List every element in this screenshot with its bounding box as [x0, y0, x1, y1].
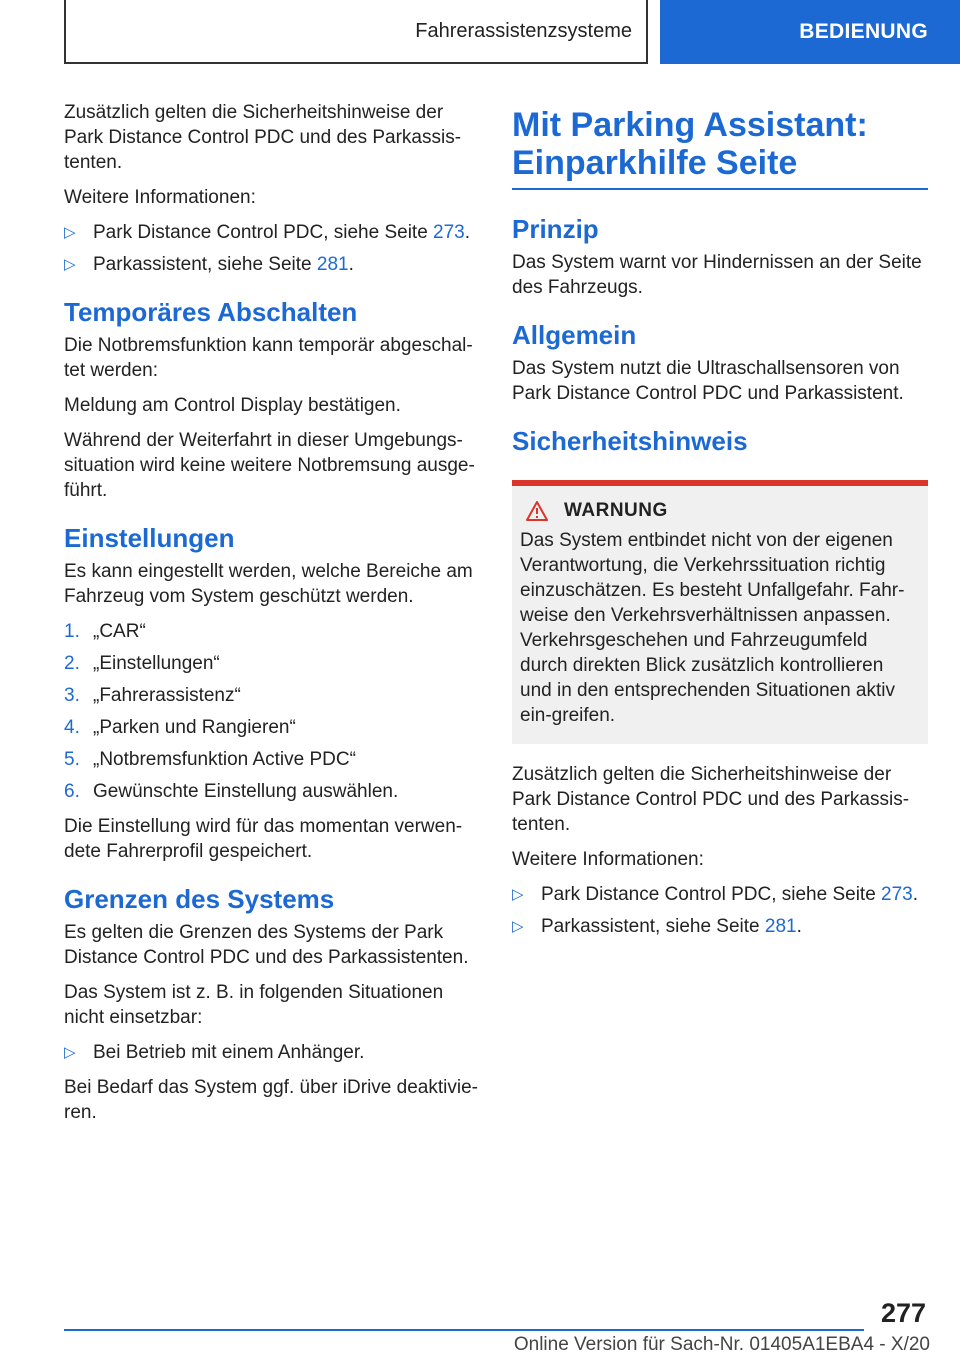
- footer-divider: [64, 1329, 864, 1331]
- header-section: [64, 0, 648, 64]
- footer-online-version: Online Version für Sach-Nr. 01405A1EBA4 - X/20: [513, 1334, 930, 1355]
- step-number: 1.: [64, 621, 80, 642]
- step-number: 3.: [64, 685, 80, 706]
- temporary-off-paragraph-3: Während der Weiterfahrt in dieser Umgebungs-situation wird keine weitere Notbremsung ausge-führt.: [64, 430, 475, 501]
- step-text: „Parken und Rangieren“: [93, 717, 296, 738]
- list-item: ▷ Park Distance Control PDC, siehe Seite 273.: [64, 222, 471, 243]
- step-item: [64, 651, 482, 676]
- info-heading: Weitere Informationen:: [64, 187, 256, 208]
- triangle-right-icon: ▷: [64, 256, 76, 273]
- step-text: „CAR“: [93, 621, 146, 642]
- step-item: [64, 715, 482, 740]
- chapter-title: BEDIENUNG: [799, 20, 928, 43]
- list-item: ▷ Park Distance Control PDC, siehe Seite 273.: [512, 884, 919, 905]
- triangle-right-icon: ▷: [64, 1044, 76, 1061]
- limits-heading: Grenzen des Systems: [64, 884, 335, 914]
- step-text: „Einstellungen“: [93, 653, 220, 674]
- general-heading: Allgemein: [512, 320, 637, 350]
- step-item: [64, 683, 482, 708]
- warning-label: WARNUNG: [564, 500, 668, 521]
- list-item: ▷ Parkassistent, siehe Seite 281.: [64, 254, 354, 275]
- extra-info-list: [512, 882, 928, 939]
- temporary-off-paragraph-1: Die Notbremsfunktion kann temporär abgeschal-tet werden:: [64, 335, 473, 381]
- triangle-right-icon: ▷: [64, 224, 76, 241]
- limits-paragraph-2: Das System ist z. B. in folgenden Situationen nicht einsetzbar:: [64, 982, 444, 1028]
- settings-heading: Einstellungen: [64, 523, 235, 553]
- step-number: 2.: [64, 653, 80, 674]
- settings-steps: [64, 619, 482, 804]
- step-number: 4.: [64, 717, 80, 738]
- page-link-273[interactable]: 273: [433, 222, 465, 243]
- step-text: Gewünschte Einstellung auswählen.: [93, 781, 399, 802]
- left-column: [64, 100, 482, 1135]
- page-link-273[interactable]: 273: [881, 884, 913, 905]
- limits-paragraph-3: Bei Bedarf das System ggf. über iDrive deaktivie-ren.: [64, 1077, 478, 1123]
- main-title: Mit Parking Assistant: Einparkhilfe Seite: [512, 106, 868, 182]
- principle-paragraph: Das System warnt vor Hindernissen an der Seite des Fahrzeugs.: [512, 252, 922, 298]
- triangle-right-icon: ▷: [512, 918, 524, 935]
- section-title: Fahrerassistenzsysteme: [415, 19, 632, 42]
- main-title-block: [512, 106, 928, 190]
- page-link-281[interactable]: 281: [764, 916, 797, 937]
- settings-paragraph-1: Es kann eingestellt werden, welche Bereiche am Fahrzeug vom System geschützt werden.: [64, 561, 473, 607]
- list-item: ▷ Bei Betrieb mit einem Anhänger.: [64, 1042, 365, 1063]
- warning-header: [520, 500, 920, 522]
- safety-heading: Sicherheitshinweis: [512, 426, 748, 456]
- temporary-off-heading: Temporäres Abschalten: [64, 297, 358, 327]
- warning-triangle-icon: [526, 501, 548, 521]
- right-column: [512, 100, 928, 949]
- step-number: 5.: [64, 749, 80, 770]
- extra-paragraph-2: Weitere Informationen:: [512, 849, 704, 870]
- header-chapter-tab[interactable]: [660, 0, 960, 64]
- step-item: [64, 747, 482, 772]
- triangle-right-icon: ▷: [512, 886, 524, 903]
- extra-paragraph-1: Zusätzlich gelten die Sicherheitshinweise der Park Distance Control PDC und des Parkassis-tenten.: [512, 764, 910, 835]
- page-number: 277: [880, 1298, 926, 1328]
- step-text: „Fahrerassistenz“: [93, 685, 241, 706]
- temporary-off-paragraph-2: Meldung am Control Display bestätigen.: [64, 395, 401, 416]
- limits-list: [64, 1040, 482, 1065]
- step-number: 6.: [64, 781, 80, 802]
- step-item: [64, 619, 482, 644]
- page-link-281[interactable]: 281: [316, 254, 349, 275]
- intro-paragraph: Zusätzlich gelten die Sicherheitshinweise der Park Distance Control PDC und des Parkassis-tenten.: [64, 102, 462, 173]
- principle-heading: Prinzip: [512, 214, 599, 244]
- warning-text: Das System entbindet nicht von der eigenen Verantwortung, die Verkehrssituation richtig einzuschätzen. Es besteht Unfallgefahr. Fahr-weise den Verkehrsverhältnissen anpassen. Verkehrsgeschehen und Fahrzeugumfeld durch direkten Blick zusätzlich kontrollieren und in den entsprechenden Situationen aktiv ein-greifen.: [520, 530, 905, 726]
- general-paragraph: Das System nutzt die Ultraschallsensoren von Park Distance Control PDC und Parkassistent.: [512, 358, 904, 404]
- warning-box: [512, 480, 928, 744]
- list-item: ▷ Parkassistent, siehe Seite 281.: [512, 916, 802, 937]
- step-item: [64, 779, 482, 804]
- step-text: „Notbremsfunktion Active PDC“: [93, 749, 356, 770]
- settings-paragraph-2: Die Einstellung wird für das momentan verwen-dete Fahrerprofil gespeichert.: [64, 816, 463, 862]
- info-list: [64, 220, 482, 277]
- limits-paragraph-1: Es gelten die Grenzen des Systems der Park Distance Control PDC und des Parkassistenten.: [64, 922, 469, 968]
